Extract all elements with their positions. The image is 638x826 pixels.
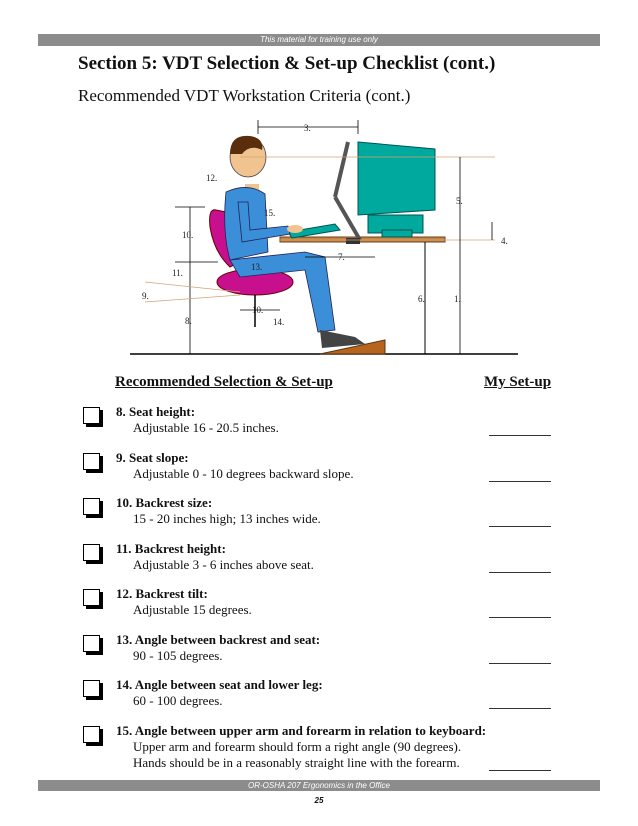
diagram-label-15: 15.: [264, 208, 276, 218]
my-setup-blank-line[interactable]: [489, 617, 551, 618]
item-title: 11. Backrest height:: [116, 540, 226, 556]
diagram-label-14: 14.: [273, 317, 285, 327]
item-description: Upper arm and forearm should form a right angle (90 degrees).: [133, 738, 462, 754]
column-header-my-setup: My Set-up: [484, 374, 552, 390]
page-title: Section 5: VDT Selection & Set-up Checklist (cont.): [78, 53, 496, 74]
checklist-item: [78, 541, 558, 585]
item-title: 13. Angle between backrest and seat:: [116, 631, 321, 647]
item-description: Adjustable 3 - 6 inches above seat.: [133, 556, 314, 572]
checklist-item: [78, 677, 558, 721]
workstation-diagram: [130, 112, 520, 362]
diagram-label-9: 9.: [142, 291, 149, 301]
my-setup-blank-line[interactable]: [489, 708, 551, 709]
column-header-recommended: Recommended Selection & Set-up: [115, 374, 333, 390]
diagram-label-1: 1.: [454, 294, 461, 304]
page-number: 25: [314, 796, 324, 805]
checkbox[interactable]: [83, 680, 100, 697]
checklist-item: [78, 586, 558, 630]
page-subtitle: Recommended VDT Workstation Criteria (cont.): [78, 86, 411, 105]
training-banner: This material for training use only: [38, 34, 600, 46]
item-description: 15 - 20 inches high; 13 inches wide.: [133, 511, 321, 526]
item-title: 8. Seat height:: [116, 404, 196, 419]
checkbox[interactable]: [83, 635, 100, 652]
checkbox[interactable]: [83, 726, 100, 743]
item-title: 15. Angle between upper arm and forearm in relation to keyboard:: [116, 722, 487, 738]
my-setup-blank-line[interactable]: [489, 435, 551, 436]
checklist-item: [78, 495, 558, 539]
diagram-label-3: 3.: [304, 123, 311, 133]
diagram-label-10-seat: 10.: [252, 305, 264, 315]
diagram-label-6: 6.: [418, 294, 425, 304]
item-title: 12. Backrest tilt:: [116, 586, 208, 601]
checkbox[interactable]: [83, 589, 100, 606]
checkbox[interactable]: [83, 498, 100, 515]
item-title: 10. Backrest size:: [116, 495, 213, 510]
checklist-item: [78, 450, 558, 494]
diagram-label-10-backrest: 10.: [182, 230, 194, 240]
diagram-label-11: 11.: [172, 268, 183, 278]
checkbox[interactable]: [83, 407, 100, 424]
diagram-label-4: 4.: [501, 236, 508, 246]
item-description: Adjustable 0 - 10 degrees backward slope.: [133, 465, 354, 481]
checklist-item: [78, 404, 558, 448]
checkbox[interactable]: [83, 544, 100, 561]
footer-course-banner: OR-OSHA 207 Ergonomics in the Office: [38, 780, 600, 791]
item-description: Adjustable 16 - 20.5 inches.: [133, 420, 279, 435]
item-description: Adjustable 15 degrees.: [133, 602, 252, 617]
my-setup-blank-line[interactable]: [489, 770, 551, 771]
diagram-label-8: 8.: [185, 316, 192, 326]
checkbox[interactable]: [83, 453, 100, 470]
diagram-label-13: 13.: [251, 262, 263, 272]
diagram-label-12: 12.: [206, 173, 218, 183]
my-setup-blank-line[interactable]: [489, 663, 551, 664]
item-title: 14. Angle between seat and lower leg:: [116, 677, 323, 692]
diagram-label-5: 5.: [456, 196, 463, 206]
item-title: 9. Seat slope:: [116, 449, 189, 465]
my-setup-blank-line[interactable]: [489, 572, 551, 573]
my-setup-blank-line[interactable]: [489, 481, 551, 482]
checklist-item: [78, 632, 558, 676]
checklist-item: [78, 722, 558, 770]
item-description-line-2: Hands should be in a reasonably straight line with the forearm.: [133, 754, 460, 770]
item-description: 60 - 100 degrees.: [133, 693, 223, 708]
my-setup-blank-line[interactable]: [489, 526, 551, 527]
item-description: 90 - 105 degrees.: [133, 647, 223, 663]
diagram-label-7: 7.: [338, 252, 345, 262]
